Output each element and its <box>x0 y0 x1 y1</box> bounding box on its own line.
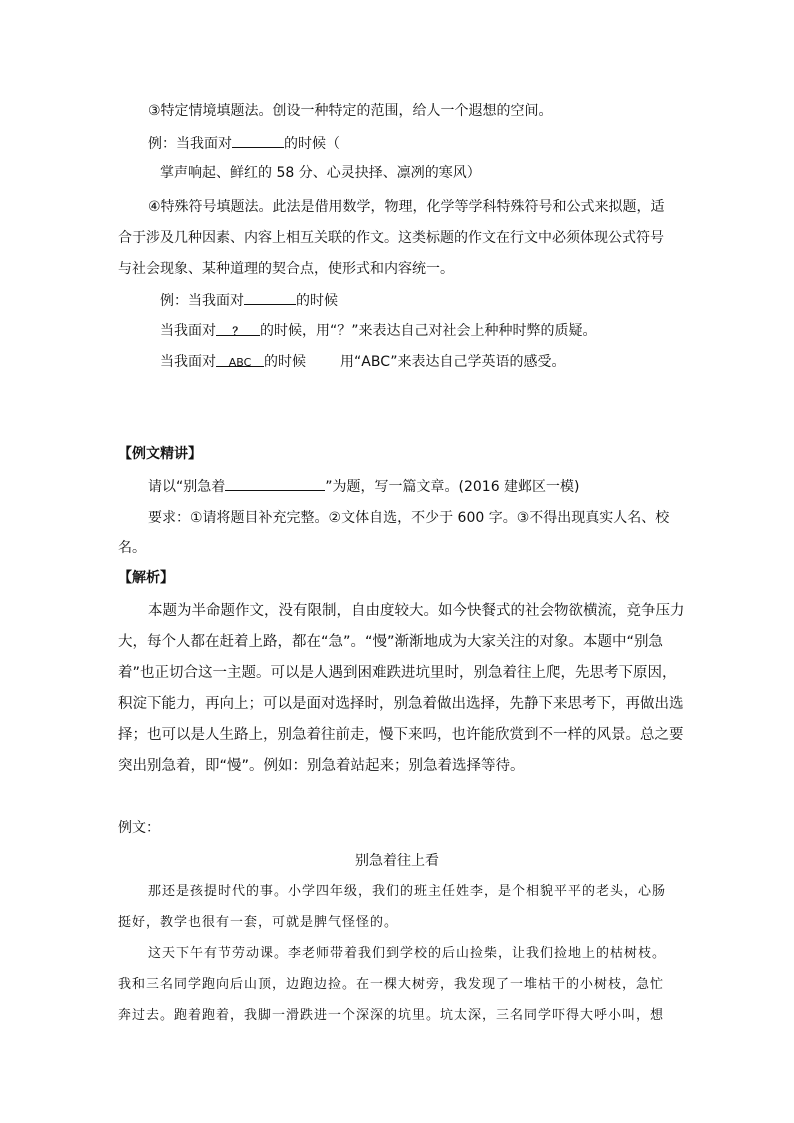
example4-prefix: 例：当我面对 <box>160 293 244 309</box>
analysis-line5: 择；也可以是人生路上，别急着往前走，慢下来吗，也许能欣赏到不一样的风景。总之要 <box>118 727 684 743</box>
example3-options: 掌声响起、鲜红的 58 分、心灵抉择、凛冽的寒风） <box>160 165 481 181</box>
essay-p2-line2: 我和三名同学跑向后山顶，边跑边捡。在一棵大树旁，我发现了一堆枯干的小树枝，急忙 <box>118 977 665 992</box>
example4-line <box>160 290 338 311</box>
analysis-heading: 【解析】 <box>118 570 174 586</box>
prompt-prefix: 请以“别急着 <box>148 479 226 495</box>
sample2-note: 用“ABC”来表达自己学英语的感受。 <box>340 354 566 370</box>
blank-field <box>244 290 296 305</box>
method4-line1: ④特殊符号填题法。此法是借用数学，物理，化学等学科特殊符号和公式来拟题，适 <box>148 199 665 215</box>
essay-p1-line2: 挺好，教学也很有一套，可就是脾气怪怪的。 <box>118 915 399 930</box>
method4-line3: 与社会现象、某种道理的契合点，使形式和内容统一。 <box>118 261 454 277</box>
analysis-line3: 着”也正切合这一主题。可以是人遇到困难跌进坑里时，别急着往上爬，先思考下原因， <box>118 665 677 681</box>
example3-line <box>148 133 340 154</box>
sample2-line <box>160 352 565 372</box>
analysis-line1: 本题为半命题作文，没有限制，自由度较大。如今快餐式的社会物欲横流，竞争压力 <box>148 603 685 619</box>
example3-suffix: 的时候（ <box>284 136 340 152</box>
sample2-suffix: 的时候 <box>264 354 306 370</box>
title-blank <box>225 476 325 491</box>
blank-field <box>232 133 284 148</box>
prompt-suffix: ”为题，写一篇文章。(2016 建邺区一模) <box>325 479 580 495</box>
requirement-line2: 名。 <box>118 540 146 556</box>
sample1-prefix: 当我面对 <box>160 323 216 339</box>
prompt-line <box>148 476 580 497</box>
analysis-line6: 突出别急着，即“慢”。例如：别急着站起来；别急着选择等待。 <box>118 758 525 774</box>
sample2-fill <box>216 352 264 367</box>
example3-prefix: 例：当我面对 <box>148 136 232 152</box>
essay-p1-line1: 那还是孩提时代的事。小学四年级，我们的班主任姓李，是个相貌平平的老头，心肠 <box>148 884 667 899</box>
example4-suffix: 的时候 <box>296 293 338 309</box>
essay-title: 别急着往上看 <box>355 853 439 869</box>
essay-p2-line1: 这天下午有节劳动课。李老师带着我们到学校的后山捡柴，让我们捡地上的枯树枝。 <box>148 946 667 961</box>
sample2-fill-text: ABC <box>228 356 252 369</box>
analysis-line2: 大，每个人都在赶着上路，都在“急”。“慢”渐渐地成为大家关注的对象。本题中“别急 <box>118 634 664 650</box>
requirement-line1: 要求：①请将题目补充完整。②文体自选，不少于 600 字。③不得出现真实人名、校 <box>148 510 670 526</box>
sample1-fill <box>216 321 260 336</box>
example-heading: 【例文精讲】 <box>118 446 202 462</box>
sample1-suffix: 的时候，用“？”来表达自己对社会上种种时弊的质疑。 <box>260 323 597 339</box>
sample2-prefix: 当我面对 <box>160 354 216 370</box>
essay-p2-line3: 奔过去。跑着跑着，我脚一滑跌进一个深深的坑里。坑太深，三名同学吓得大呼小叫，想 <box>118 1008 665 1023</box>
method4-line2: 合于涉及几种因素、内容上相互关联的作文。这类标题的作文在行文中必须体现公式符号 <box>118 230 664 246</box>
analysis-line4: 积淀下能力，再向上；可以是面对选择时，别急着做出选择，先静下来思考下，再做出选 <box>118 696 684 712</box>
essay-label: 例文： <box>118 820 160 836</box>
method3-text: ③特定情境填题法。创设一种特定的范围，给人一个遐想的空间。 <box>148 103 553 119</box>
sample1-fill-text: ？ <box>232 325 244 338</box>
sample1-line <box>160 321 597 341</box>
